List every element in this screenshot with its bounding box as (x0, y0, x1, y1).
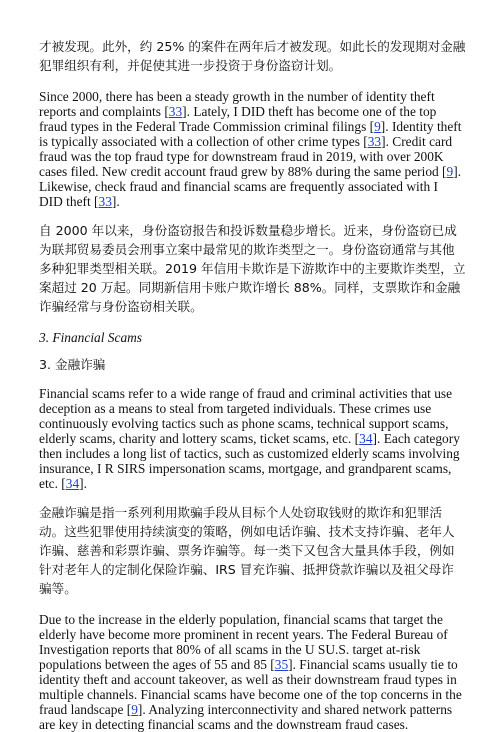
text-line: 自 2000 年以来，身份盗窃报告和投诉数量稳步增长。近来，身份盗窃已成 (39, 223, 457, 238)
text-line: 金融诈骗是指一系列利用欺骗手段从目标个人处窃取钱财的欺诈和犯罪活 (39, 505, 442, 520)
citation-link[interactable]: 9 (374, 119, 381, 134)
text-line: 诈骗、慈善和彩票诈骗、票务诈骗等。每一类下又包含大量具体手段，例如 (39, 543, 455, 558)
text-span: Financial scams refer to a wide range of fraud and criminal activities that use deception as a means to steal from targeted individuals. These crimes use continuously evolving tactics such as phone scams, technical support scams, elderly scams, charity and lottery scams, ticket scams, etc. [ (39, 386, 453, 446)
text-span: ]. Financial scams usually tie to identity theft and account takeover, as well as their downstream fraud types in multiple channels. Financial scams have become one of the top concerns in the fraud landscape [ (39, 657, 462, 717)
text-span: ]. Credit card fraud was the top fraud type for downstream fraud in 2019, with over 200K cases filed. New credit account fraud grew by 88% during the same period [ (39, 134, 453, 179)
citation-link[interactable]: 9 (131, 702, 138, 717)
paragraph-zh-3 (39, 503, 463, 598)
text-span: Since 2000, there has been a steady growth in the number of identity theft reports and complaints [ (39, 89, 435, 119)
text-span: ]. Lately, I DID theft has become one of the top fraud types in the Federal Trade Commission criminal filings [ (39, 104, 437, 134)
text-span: ]. Each category then includes a long list of tactics, such as customized elderly scams involving insurance, I R SIRS impersonation scams, mortgage, and grandparent scams, etc. [ (39, 431, 460, 491)
citation-link[interactable]: 33 (367, 134, 382, 149)
paragraph-en-2 (39, 89, 463, 209)
citation-link[interactable]: 33 (98, 194, 112, 209)
text-span: ]. (79, 476, 87, 491)
citation-link[interactable]: 9 (446, 164, 454, 179)
text-line: 骗等。 (39, 581, 77, 596)
text-span: ]. Analyzing interconnectivity and shared network patterns are key in detecting financial scams and the downstream fraud cases. (39, 702, 453, 732)
paragraph-zh-2 (39, 221, 466, 316)
section-heading-zh: 3. 金融诈骗 (39, 357, 106, 372)
text-line: 多种犯罪类型相关联。2019 年信用卡欺诈是下游欺诈中的主要欺诈类型，立 (39, 261, 466, 276)
text-span: Due to the increase in the elderly population, financial scams that target the elderly have become more prominent in recent years. The Federal Bureau of Investigation reports that 80% of all scams in the U SU.S. target at-risk populations between the ages of 55 and 85 [ (39, 612, 448, 672)
text-line: 案超过 20 万起。同期新信用卡账户欺诈增长 88%。同样，支票欺诈和金融 (39, 280, 461, 295)
citation-link[interactable]: 34 (65, 476, 80, 491)
text-line: 犯罪组织有利，并促使其进一步投资于身份盗窃计划。 (39, 58, 342, 73)
paragraph-en-4 (39, 612, 463, 732)
text-line: 为联邦贸易委员会刑事立案中最常见的欺诈类型之一。身份盗窃通常与其他 (39, 242, 455, 257)
citation-link[interactable]: 34 (359, 431, 373, 446)
text-line: 针对老年人的定制化保险诈骗、IRS 冒充诈骗、抵押贷款诈骗以及祖父母诈 (39, 562, 454, 577)
text-line: 才被发现。此外，约 25% 的案件在两年后才被发现。如此长的发现期对金融 (39, 39, 466, 54)
text-span: ]. Identity theft is typically associated with a collection of other crime types [ (39, 119, 462, 149)
text-span: ]. Likewise, check fraud and financial scams are frequently associated with I DID theft [ (39, 164, 462, 209)
text-span: ]. (111, 194, 120, 209)
text-line: 动。这些犯罪使用持续演变的策略，例如电话诈骗、技术支持诈骗、老年人 (39, 524, 455, 539)
document-page (39, 37, 466, 732)
citation-link[interactable]: 35 (274, 657, 289, 672)
paragraph-zh-1 (39, 37, 466, 75)
citation-link[interactable]: 33 (168, 104, 183, 119)
text-line: 诈骗经常与身份盗窃相关联。 (39, 299, 203, 314)
section-heading-en: 3. Financial Scams (39, 330, 143, 345)
paragraph-en-3 (39, 386, 463, 491)
